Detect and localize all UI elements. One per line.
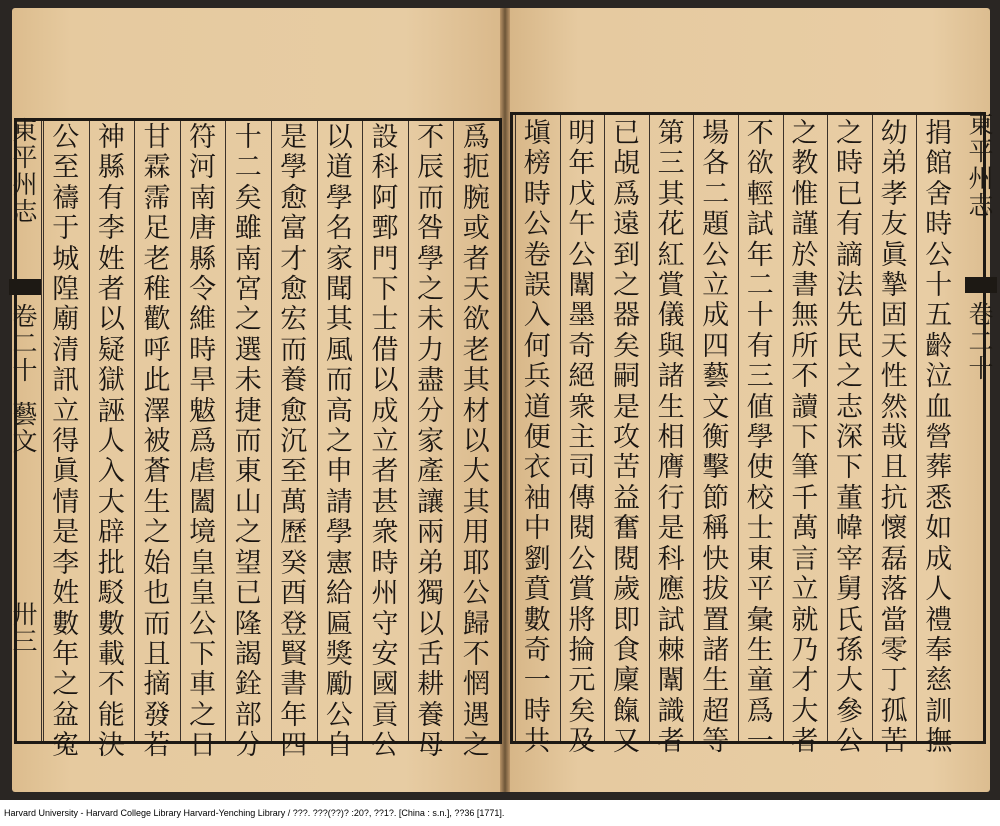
left-page-column: 是學愈富才愈宏而養愈沉至萬歷癸酉登賢書年四 <box>280 122 308 762</box>
left-margin-volume-text: 卷二十 <box>12 302 38 385</box>
right-fishtail-mark <box>965 277 997 293</box>
column-rule <box>560 115 561 741</box>
right-margin-title <box>965 111 997 219</box>
column-rule <box>872 115 873 741</box>
left-page-column: 神縣有李姓者以疑獄誣人入大辟批駁數載不能決 <box>97 122 125 762</box>
column-rule <box>453 121 454 741</box>
column-rule <box>738 115 739 741</box>
left-page-column: 甘霖霈足老稚歡呼此澤被蒼生之始也而且摘發若 <box>143 122 171 762</box>
left-margin-title <box>9 117 41 225</box>
column-rule <box>693 115 694 741</box>
column-rule <box>225 121 226 741</box>
right-page-column: 場各二題公立成四藝文衡擊節稱快拔置諸生超等 <box>702 118 730 758</box>
right-margin-title-text: 東平州志 <box>968 110 994 220</box>
right-page-column: 之時已有謫法先民之志深下董幃宰舅氏孫大參公 <box>836 118 863 758</box>
left-margin-volume <box>9 303 41 384</box>
column-rule <box>362 121 363 741</box>
left-margin-section <box>9 401 41 455</box>
column-rule <box>916 115 917 741</box>
right-page-column: 不欲輕試年二十有三値學使校士東平彙生童爲一 <box>746 118 774 758</box>
column-rule <box>271 121 272 741</box>
column-rule <box>827 115 828 741</box>
left-text-frame <box>12 116 502 762</box>
column-rule <box>649 115 650 741</box>
column-rule <box>408 121 409 741</box>
right-page-column: 明年戊午公闈墨奇絕衆主司傳閱公賞將掄元矣及 <box>568 118 596 758</box>
left-page-column: 不辰而咎學之未力盡分家產讓兩弟獨以舌耕養母 <box>417 122 445 762</box>
left-page-column: 公至禱于城隍廟清訊立得眞情是李姓數年之盆寃 <box>52 122 80 762</box>
left-margin-page-number <box>9 601 41 655</box>
right-page-column: 塡榜時公卷誤入何兵道便衣袖中劉賁數奇一時共 <box>523 118 551 758</box>
right-text-frame <box>510 110 994 758</box>
column-rule <box>604 115 605 741</box>
right-margin-volume <box>965 301 997 382</box>
left-margin-section-text: 藝文 <box>12 400 38 456</box>
column-rule <box>317 121 318 741</box>
left-margin-title-text: 東平州志 <box>12 116 38 226</box>
right-page-column: 捐館舍時公十五齡泣血營葬悉如成人禮奉慈訓撫 <box>925 118 953 758</box>
right-page-column: 第三其花紅賞儀與諸生相膺行是科應試棘闈識者 <box>657 118 685 758</box>
column-rule <box>180 121 181 741</box>
left-fishtail-mark <box>9 279 41 295</box>
left-page-column: 符河南唐縣令維時旱魃爲虐闔境皇皇公下車之日 <box>189 122 217 762</box>
left-page-column: 爲扼腕或者天欲老其材以大其用耶公歸不惘遇之 <box>462 122 490 762</box>
column-rule <box>783 115 784 741</box>
right-page-column: 幼弟孝友眞摯固天性然哉且抗懷磊落當零丁孤苦 <box>880 118 908 758</box>
column-rule <box>41 121 42 741</box>
column-rule <box>89 121 90 741</box>
left-page-column: 十二矣雖南宮之選未捷而東山之望已隆謁銓部分 <box>234 122 262 762</box>
footer-caption: Harvard University - Harvard College Library Harvard-Yenching Library / ???. ???(??)? :20?, ??1?. [China : s.n.], ??36 [1771]. <box>4 808 505 818</box>
left-page-column: 以道學名家聞其風而高之申請學憲給匾獎勵公自 <box>325 122 353 762</box>
column-rule <box>134 121 135 741</box>
right-margin-volume-text: 卷二十 <box>968 300 994 383</box>
right-page-column: 已覘爲遠到之器矣嗣是攻苦益奮閱歲即食廩餼又 <box>613 118 640 758</box>
column-rule <box>515 115 516 741</box>
right-page-column: 之教惟謹於書無所不讀下筆千萬言立就乃才大者 <box>791 118 819 758</box>
left-page-column: 設科阿鄄門下士借以成立者甚衆時州守安國貢公 <box>371 122 399 762</box>
column-rule <box>43 121 44 741</box>
left-page-number-text: 卅三 <box>12 600 38 656</box>
